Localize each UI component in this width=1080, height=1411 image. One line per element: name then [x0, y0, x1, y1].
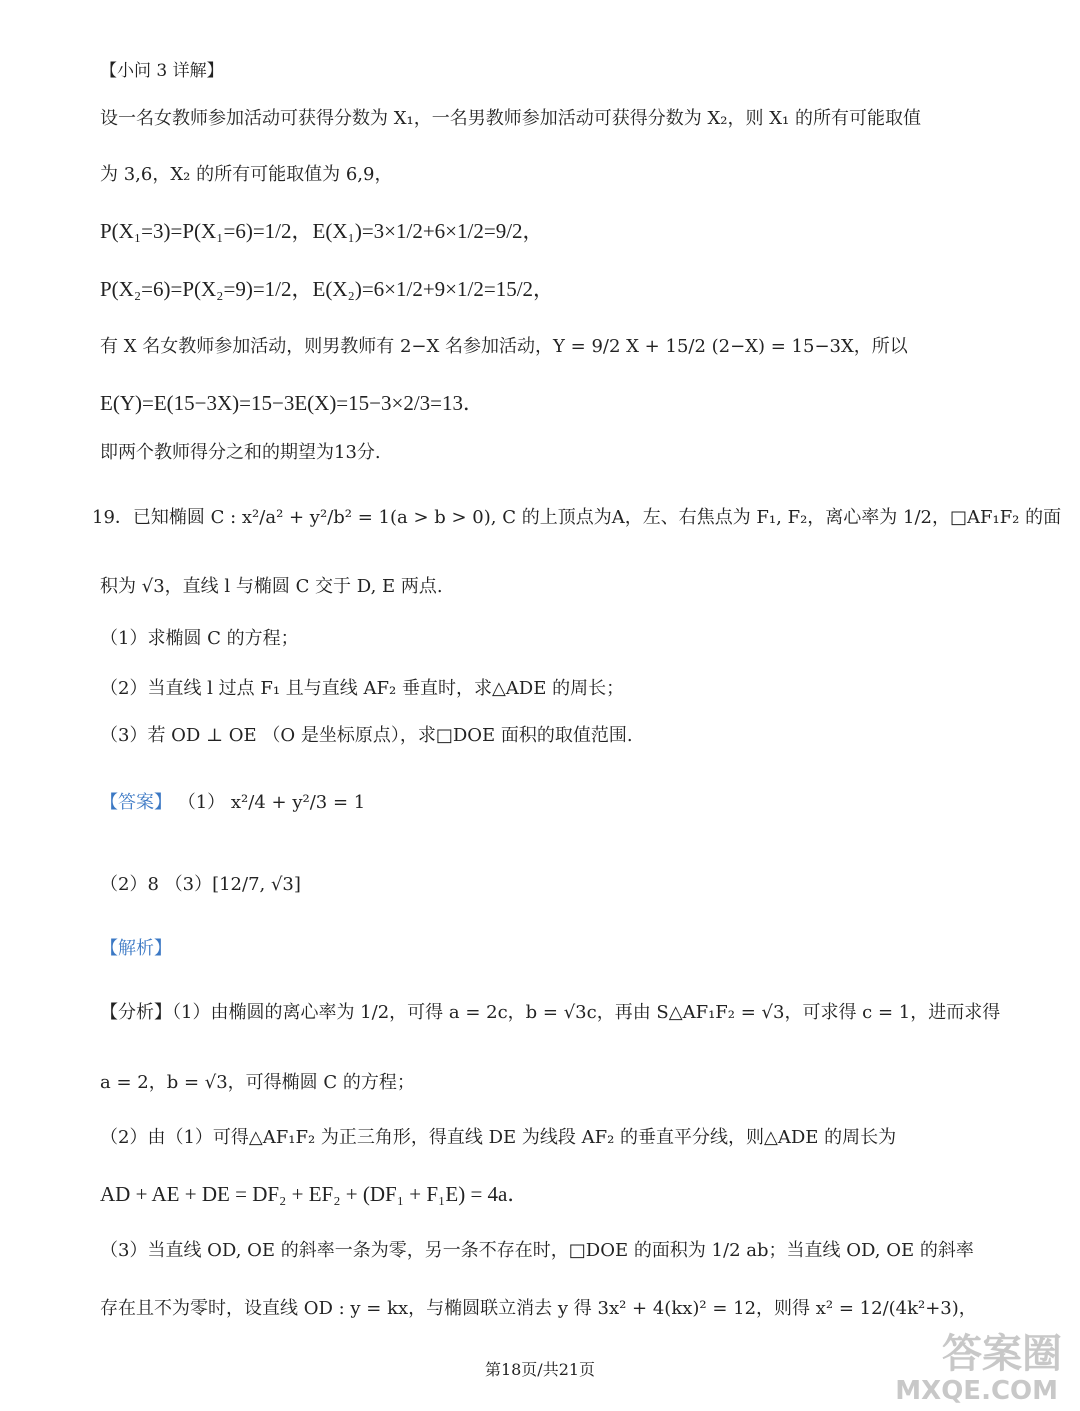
analysis-label: 【解析】	[100, 938, 172, 959]
watermark-url: MXQE.COM	[895, 1376, 1058, 1406]
analysis-line2: a = 2，b = √3，可得椭圆 C 的方程；	[100, 1072, 415, 1093]
page-footer: 第18页/共21页	[484, 1360, 596, 1379]
q19-stem-line1: 19．已知椭圆 C : x²/a² + y²/b² = 1(a > b > 0), C 的上顶点为A，左、右焦点为 F₁, F₂，离心率为 1/2，□AF₁F₂ 的面	[92, 507, 1062, 528]
analysis-line6: 存在且不为零时，设直线 OD : y = kx，与椭圆联立消去 y 得 3x² + 4(kx)² = 12，则得 x² = 12/(4k²+3)，	[100, 1298, 977, 1319]
section-header: 【小问 3 详解】	[100, 61, 224, 81]
analysis-line5: （3）当直线 OD, OE 的斜率一条为零，另一条不存在时，□DOE 的面积为 1/2 ab；当直线 OD, OE 的斜率	[100, 1240, 974, 1261]
s3-line1: 设一名女教师参加活动可获得分数为 X₁，一名男教师参加活动可获得分数为 X₂，则 X₁ 的所有可能取值	[100, 108, 921, 129]
s3-line2: 为 3,6，X₂ 的所有可能取值为 6,9，	[100, 164, 393, 185]
s3-line5: 有 X 名女教师参加活动，则男教师有 2−X 名参加活动，Y = 9/2 X + 15/2 (2−X) = 15−3X，所以	[100, 336, 908, 357]
s3-eq3: E(Y)=E(15−3X)=15−3E(X)=15−3×2/3=13．	[100, 391, 485, 415]
analysis-line1	[100, 1000, 1020, 1026]
s3-eq2: P(X₂=6)=P(X₂=9)=1/2，E(X₂)=6×1/2+9×1/2=15/2，	[100, 277, 555, 301]
analysis-line3: （2）由（1）可得△AF₁F₂ 为正三角形，得直线 DE 为线段 AF₂ 的垂直平分线，则△ADE 的周长为	[100, 1127, 897, 1148]
q19-stem-line2: 积为 √3，直线 l 与椭圆 C 交于 D, E 两点.	[100, 576, 443, 597]
q19-part2: （2）当直线 l 过点 F₁ 且与直线 AF₂ 垂直时，求△ADE 的周长；	[100, 678, 625, 699]
answer-2: （2）8 （3）[12/7, √3]	[100, 874, 301, 895]
answer-1: （1） x²/4 + y²/3 = 1	[177, 792, 366, 813]
watermark-logo: 答案圈	[942, 1331, 1062, 1377]
analysis-tag: 【分析】	[100, 1002, 172, 1023]
s3-conclusion: 即两个教师得分之和的期望为13分.	[100, 442, 381, 463]
answer-label: 【答案】	[100, 792, 172, 813]
q19-part1: （1）求椭圆 C 的方程；	[100, 628, 299, 649]
answer-block	[100, 790, 1020, 816]
analysis-line1-text: （1）由椭圆的离心率为 1/2，可得 a = 2c，b = √3c，再由 S△AF₁F₂ = √3，可求得 c = 1，进而求得	[172, 1002, 1001, 1023]
q19-part3: （3）若 OD ⊥ OE （O 是坐标原点），求□DOE 面积的取值范围.	[100, 725, 633, 746]
s3-eq1: P(X₁=3)=P(X₁=6)=1/2，E(X₁)=3×1/2+6×1/2=9/2，	[100, 219, 544, 243]
analysis-line4: AD + AE + DE = DF₂ + EF₂ + (DF₁ + F₁E) = 4a．	[100, 1182, 529, 1206]
